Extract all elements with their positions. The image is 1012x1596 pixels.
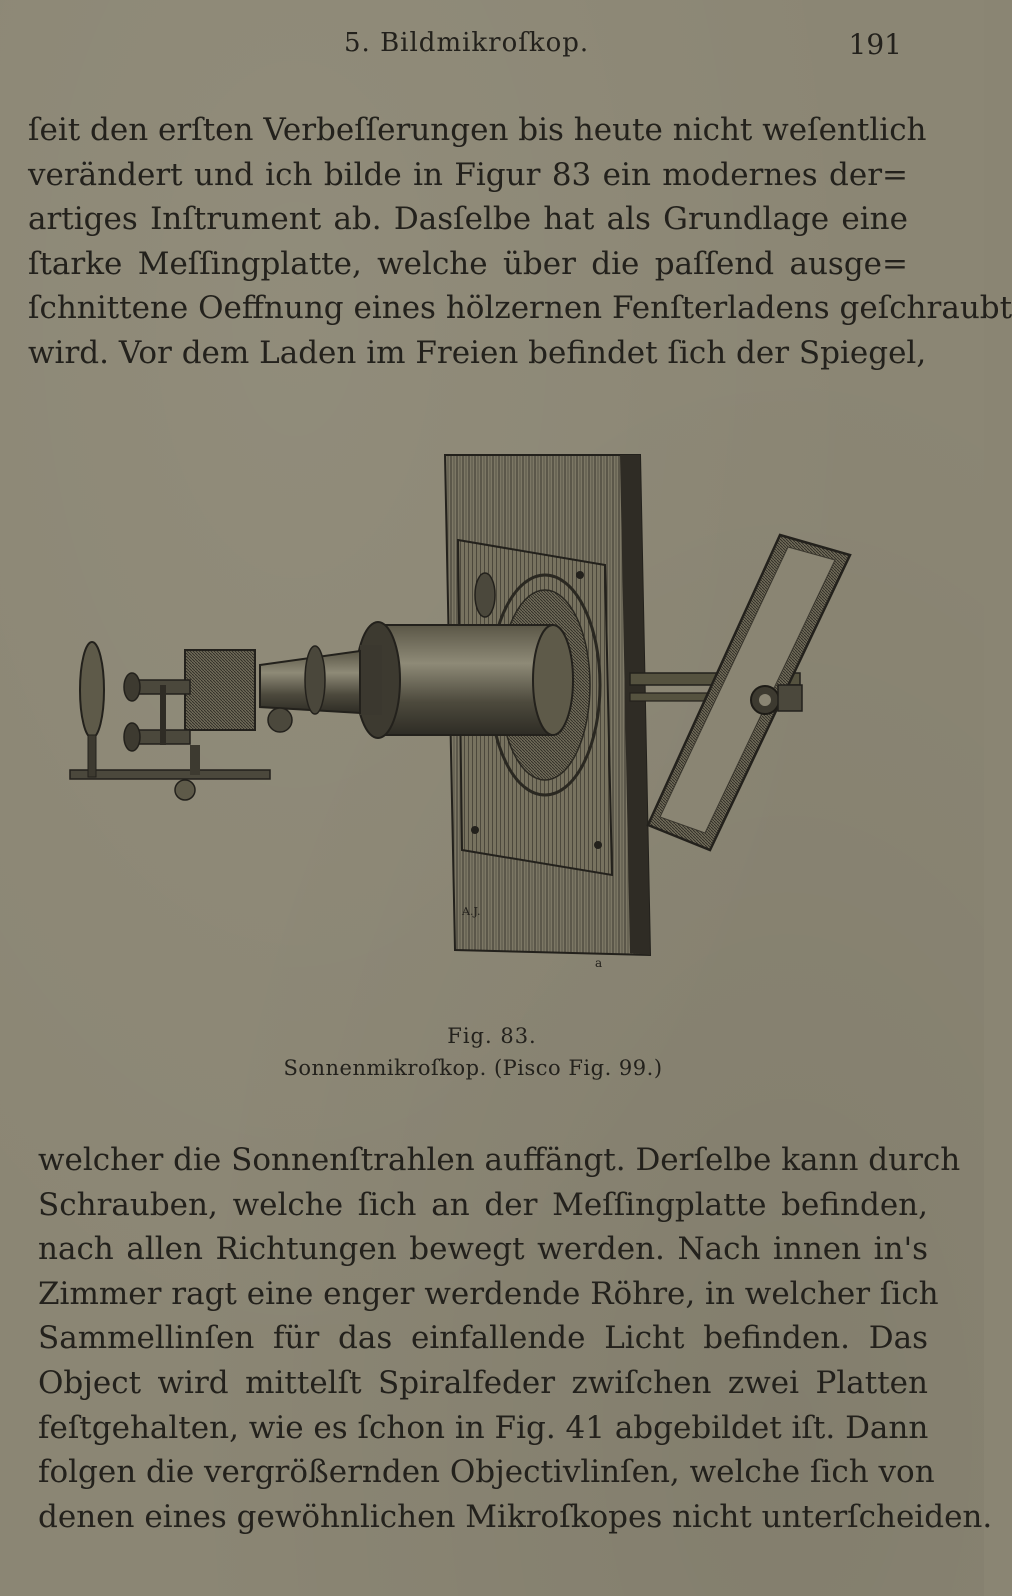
text-line: nach allen Richtungen bewegt werden. Nach innen in's — [38, 1231, 928, 1268]
paragraph-top — [28, 108, 1012, 376]
text-line: welcher die Sonnenſtrahlen auffängt. Derſelbe kann durch — [38, 1142, 961, 1178]
running-head — [0, 28, 984, 68]
paragraph-bottom — [38, 1138, 993, 1539]
text-line: ſeit den erſten Verbeſſerungen bis heute nicht weſentlich — [28, 112, 927, 148]
text-line: ſchnittene Oeffnung eines hölzernen Fenſterladens geſchraubt — [28, 290, 1012, 327]
text-line: feſtgehalten, wie es ſchon in Fig. 41 abgebildet iſt. Dann — [38, 1409, 929, 1446]
text-line: artiges Inſtrument ab. Dasſelbe hat als Grundlage eine — [28, 201, 908, 238]
text-line: Schrauben, welche ſich an der Meſſingplatte befinden, — [38, 1186, 928, 1223]
text-line: verändert und ich bilde in Figur 83 ein modernes der= — [28, 156, 908, 193]
text-line: ſtarke Meſſingplatte, welche über die paſſend ausge= — [28, 245, 908, 282]
page-number: 191 — [848, 28, 902, 61]
solar-microscope-illustration — [60, 455, 880, 985]
text-line: folgen die vergrößernden Objectivlinſen, welche ſich von — [38, 1454, 935, 1491]
figure-caption: Sonnenmikroſkop. (Pisco Fig. 99.) — [283, 1056, 663, 1080]
text-line: wird. Vor dem Laden im Freien befindet ſich der Spiegel, — [28, 334, 927, 371]
text-line: Sammellinſen für das einfallende Licht befinden. Das — [38, 1320, 928, 1357]
text-line: Object wird mittelſt Spiralfeder zwiſchen zwei Platten — [38, 1364, 928, 1401]
running-title: 5. Bildmikroſkop. — [344, 28, 590, 58]
plate-mark: a — [595, 956, 603, 970]
solar-microscope-engraving-icon — [60, 455, 880, 985]
figure-label: Fig. 83. — [447, 1024, 537, 1048]
engraver-mark: A.J. — [462, 905, 481, 918]
text-line: Zimmer ragt eine enger werdende Röhre, in welcher ſich — [38, 1275, 939, 1312]
text-line: denen eines gewöhnlichen Mikroſkopes nicht unterſcheiden. — [38, 1498, 993, 1535]
